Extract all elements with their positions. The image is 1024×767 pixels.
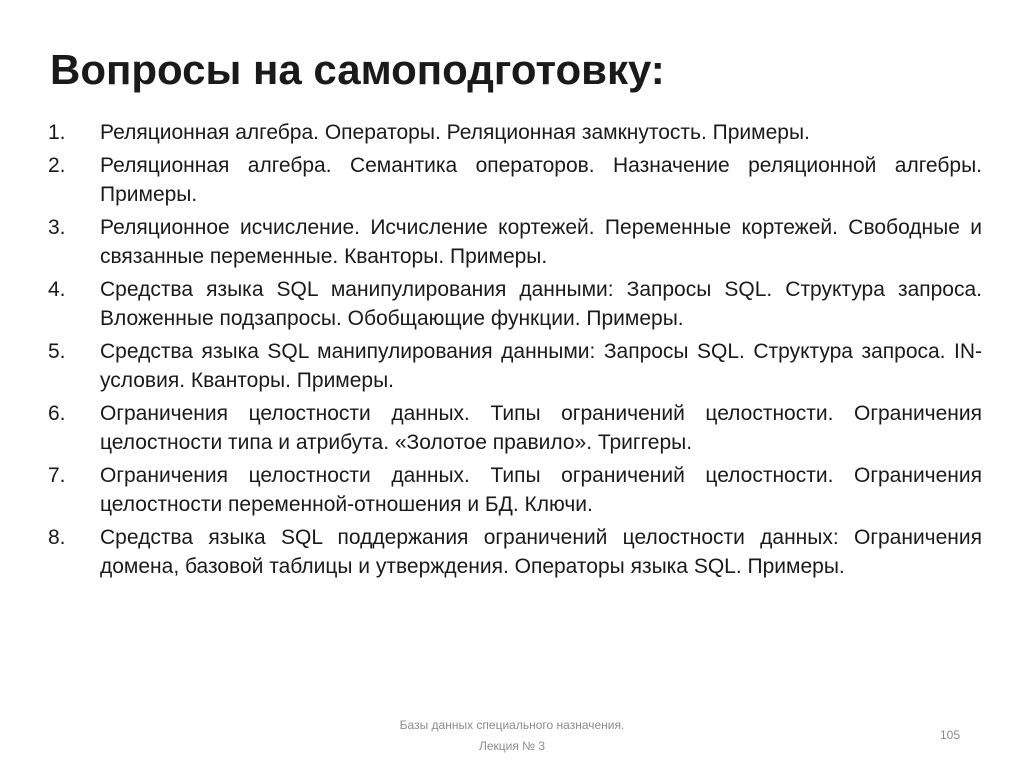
- question-item: [48, 523, 982, 581]
- question-text: Средства языка SQL манипулирования данными: Запросы SQL. Структура запроса. Вложенные подзапросы. Обобщающие функции. Примеры.: [100, 278, 982, 330]
- question-item: [48, 337, 982, 395]
- question-text: Средства языка SQL поддержания ограничений целостности данных: Ограничения домена, базовой таблицы и утверждения. Операторы языка SQL. Примеры.: [100, 526, 982, 578]
- question-item: [48, 118, 982, 147]
- slide-title: Вопросы на самоподготовку:: [50, 46, 665, 93]
- question-text: Ограничения целостности данных. Типы ограничений целостности. Ограничения целостности переменной-отношения и БД. Ключи.: [100, 464, 982, 516]
- question-number: 5.: [48, 340, 66, 363]
- page-number: 105: [939, 728, 961, 742]
- question-text: Реляционное исчисление. Исчисление кортежей. Переменные кортежей. Свободные и связанные переменные. Кванторы. Примеры.: [100, 216, 982, 268]
- question-item: [48, 151, 982, 209]
- question-number: 7.: [48, 464, 66, 487]
- question-text: Реляционная алгебра. Семантика операторов. Назначение реляционной алгебры. Примеры.: [100, 154, 982, 206]
- footer-course-title: Базы данных специального назначения.: [399, 718, 625, 732]
- question-text: Ограничения целостности данных. Типы ограничений целостности. Ограничения целостности типа и атрибута. «Золотое правило». Триггеры.: [100, 402, 982, 454]
- question-item: [48, 213, 982, 271]
- question-number: 3.: [48, 216, 66, 239]
- question-number: 8.: [48, 526, 66, 549]
- slide-footer: [312, 715, 712, 757]
- footer-lecture: Лекция № 3: [478, 739, 546, 753]
- question-number: 4.: [48, 278, 66, 301]
- question-item: [48, 399, 982, 457]
- question-number: 6.: [48, 402, 66, 425]
- question-item: [48, 275, 982, 333]
- question-number: 2.: [48, 154, 66, 177]
- question-text: Средства языка SQL манипулирования данными: Запросы SQL. Структура запроса. IN-условия. Кванторы. Примеры.: [100, 340, 982, 392]
- question-text: Реляционная алгебра. Операторы. Реляционная замкнутость. Примеры.: [100, 121, 810, 144]
- question-number: 1.: [48, 121, 66, 144]
- questions-list: [48, 118, 982, 585]
- question-item: [48, 461, 982, 519]
